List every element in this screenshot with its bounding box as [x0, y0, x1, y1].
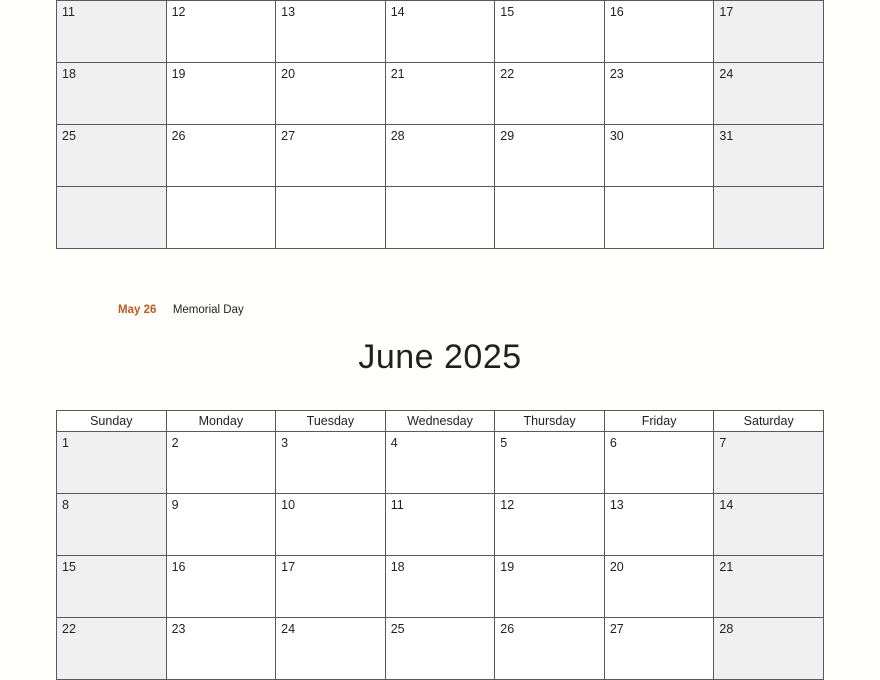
may-day-cell[interactable]	[714, 125, 824, 187]
day-number: 18	[390, 560, 405, 574]
day-number: 1	[62, 436, 69, 450]
june-day-cell[interactable]	[57, 432, 167, 494]
weekday-header-sunday: Sunday	[57, 411, 167, 432]
may-calendar	[0, 0, 880, 249]
june-day-cell[interactable]	[166, 556, 276, 618]
may-day-cell[interactable]	[495, 187, 605, 249]
june-day-cell[interactable]	[604, 494, 714, 556]
day-number: 20	[281, 67, 296, 81]
day-number: 30	[609, 129, 624, 143]
may-day-cell[interactable]	[385, 63, 495, 125]
june-day-cell[interactable]	[385, 494, 495, 556]
day-number: 6	[609, 436, 617, 450]
day-number: 2	[171, 436, 179, 450]
day-number: 16	[171, 560, 186, 574]
june-day-cell[interactable]	[714, 494, 824, 556]
day-number: 19	[500, 560, 515, 574]
june-day-cell[interactable]	[385, 618, 495, 680]
may-day-cell[interactable]	[385, 125, 495, 187]
june-week-row	[57, 556, 824, 618]
holiday-legend-inner	[56, 300, 824, 318]
may-day-cell[interactable]	[604, 63, 714, 125]
day-number: 4	[390, 436, 398, 450]
may-day-cell[interactable]	[385, 1, 495, 63]
june-day-cell[interactable]	[714, 556, 824, 618]
june-week-row	[57, 432, 824, 494]
june-day-cell[interactable]	[385, 432, 495, 494]
holiday-legend	[0, 300, 880, 318]
day-number: 11	[390, 498, 404, 512]
weekday-header-wednesday: Wednesday	[385, 411, 495, 432]
weekday-header-monday: Monday	[166, 411, 276, 432]
day-number: 28	[719, 622, 734, 636]
june-calendar-table	[56, 410, 824, 680]
day-number: 31	[719, 129, 734, 143]
day-number: 9	[171, 498, 179, 512]
june-day-cell[interactable]	[57, 556, 167, 618]
june-day-cell[interactable]	[57, 618, 167, 680]
day-number	[57, 187, 166, 192]
day-number	[605, 187, 714, 192]
day-number	[714, 187, 823, 192]
may-day-cell[interactable]	[385, 187, 495, 249]
day-number: 28	[390, 129, 405, 143]
day-number: 7	[719, 436, 727, 450]
june-day-cell[interactable]	[276, 618, 386, 680]
holiday-name: Memorial Day	[172, 304, 244, 316]
day-number: 27	[281, 129, 296, 143]
day-number: 13	[609, 498, 624, 512]
day-number: 17	[719, 5, 734, 19]
may-day-cell[interactable]	[166, 1, 276, 63]
day-number: 16	[609, 5, 624, 19]
june-day-cell[interactable]	[604, 556, 714, 618]
may-day-cell[interactable]	[495, 63, 605, 125]
may-day-cell[interactable]	[57, 63, 167, 125]
june-day-cell[interactable]	[276, 494, 386, 556]
weekday-header-friday: Friday	[604, 411, 714, 432]
day-number: 18	[62, 67, 76, 81]
june-day-cell[interactable]	[604, 432, 714, 494]
day-number	[276, 187, 385, 192]
day-number: 25	[390, 622, 405, 636]
june-day-cell[interactable]	[385, 556, 495, 618]
june-week-row	[57, 618, 824, 680]
day-number	[167, 187, 276, 192]
may-day-cell[interactable]	[57, 1, 167, 63]
day-number: 12	[171, 5, 186, 19]
may-day-cell[interactable]	[604, 125, 714, 187]
day-number: 15	[500, 5, 515, 19]
day-number: 20	[609, 560, 624, 574]
june-day-cell[interactable]	[714, 618, 824, 680]
weekday-header-tuesday: Tuesday	[276, 411, 386, 432]
may-day-cell[interactable]	[714, 63, 824, 125]
june-day-cell[interactable]	[495, 618, 605, 680]
june-day-cell[interactable]	[495, 432, 605, 494]
june-day-cell[interactable]	[276, 432, 386, 494]
june-day-cell[interactable]	[714, 432, 824, 494]
june-day-cell[interactable]	[57, 494, 167, 556]
may-day-cell[interactable]	[57, 125, 167, 187]
june-day-cell[interactable]	[495, 494, 605, 556]
day-number: 14	[719, 498, 734, 512]
may-day-cell[interactable]	[57, 187, 167, 249]
june-day-cell[interactable]	[495, 556, 605, 618]
may-day-cell[interactable]	[166, 187, 276, 249]
day-number	[386, 187, 495, 192]
day-number: 23	[171, 622, 186, 636]
may-day-cell[interactable]	[276, 63, 386, 125]
may-day-cell[interactable]	[276, 1, 386, 63]
june-weekday-header-row	[57, 411, 824, 432]
june-week-row	[57, 494, 824, 556]
may-day-cell[interactable]	[495, 125, 605, 187]
may-calendar-table	[56, 0, 824, 249]
day-number: 27	[609, 622, 624, 636]
day-number: 3	[281, 436, 289, 450]
holiday-date: May 26	[118, 304, 157, 316]
weekday-header-thursday: Thursday	[495, 411, 605, 432]
day-number: 5	[500, 436, 508, 450]
day-number: 17	[281, 560, 296, 574]
may-day-cell[interactable]	[604, 187, 714, 249]
june-day-cell[interactable]	[166, 494, 276, 556]
day-number: 21	[390, 67, 405, 81]
day-number: 23	[609, 67, 624, 81]
june-day-cell[interactable]	[276, 556, 386, 618]
day-number: 14	[390, 5, 405, 19]
day-number: 8	[62, 498, 69, 512]
day-number: 22	[500, 67, 515, 81]
day-number: 29	[500, 129, 515, 143]
may-day-cell[interactable]	[714, 187, 824, 249]
day-number: 10	[281, 498, 296, 512]
may-day-cell[interactable]	[166, 63, 276, 125]
june-month-title: June 2025	[358, 338, 522, 376]
may-day-cell[interactable]	[714, 1, 824, 63]
may-week-row	[57, 187, 824, 249]
may-week-row	[57, 63, 824, 125]
day-number: 26	[500, 622, 515, 636]
day-number: 19	[171, 67, 186, 81]
weekday-header-saturday: Saturday	[714, 411, 824, 432]
day-number: 12	[500, 498, 515, 512]
may-week-row	[57, 125, 824, 187]
day-number: 13	[281, 5, 296, 19]
day-number: 24	[281, 622, 296, 636]
june-day-cell[interactable]	[166, 618, 276, 680]
day-number: 26	[171, 129, 186, 143]
day-number	[495, 187, 604, 192]
day-number: 24	[719, 67, 734, 81]
day-number: 22	[62, 622, 76, 636]
may-day-cell[interactable]	[604, 1, 714, 63]
may-day-cell[interactable]	[166, 125, 276, 187]
day-number: 15	[62, 560, 76, 574]
june-day-cell[interactable]	[166, 432, 276, 494]
may-day-cell[interactable]	[276, 125, 386, 187]
day-number: 25	[62, 129, 76, 143]
day-number: 21	[719, 560, 734, 574]
june-day-cell[interactable]	[604, 618, 714, 680]
may-week-row	[57, 1, 824, 63]
may-day-cell[interactable]	[276, 187, 386, 249]
may-day-cell[interactable]	[495, 1, 605, 63]
june-calendar	[0, 410, 880, 680]
day-number: 11	[62, 5, 75, 19]
